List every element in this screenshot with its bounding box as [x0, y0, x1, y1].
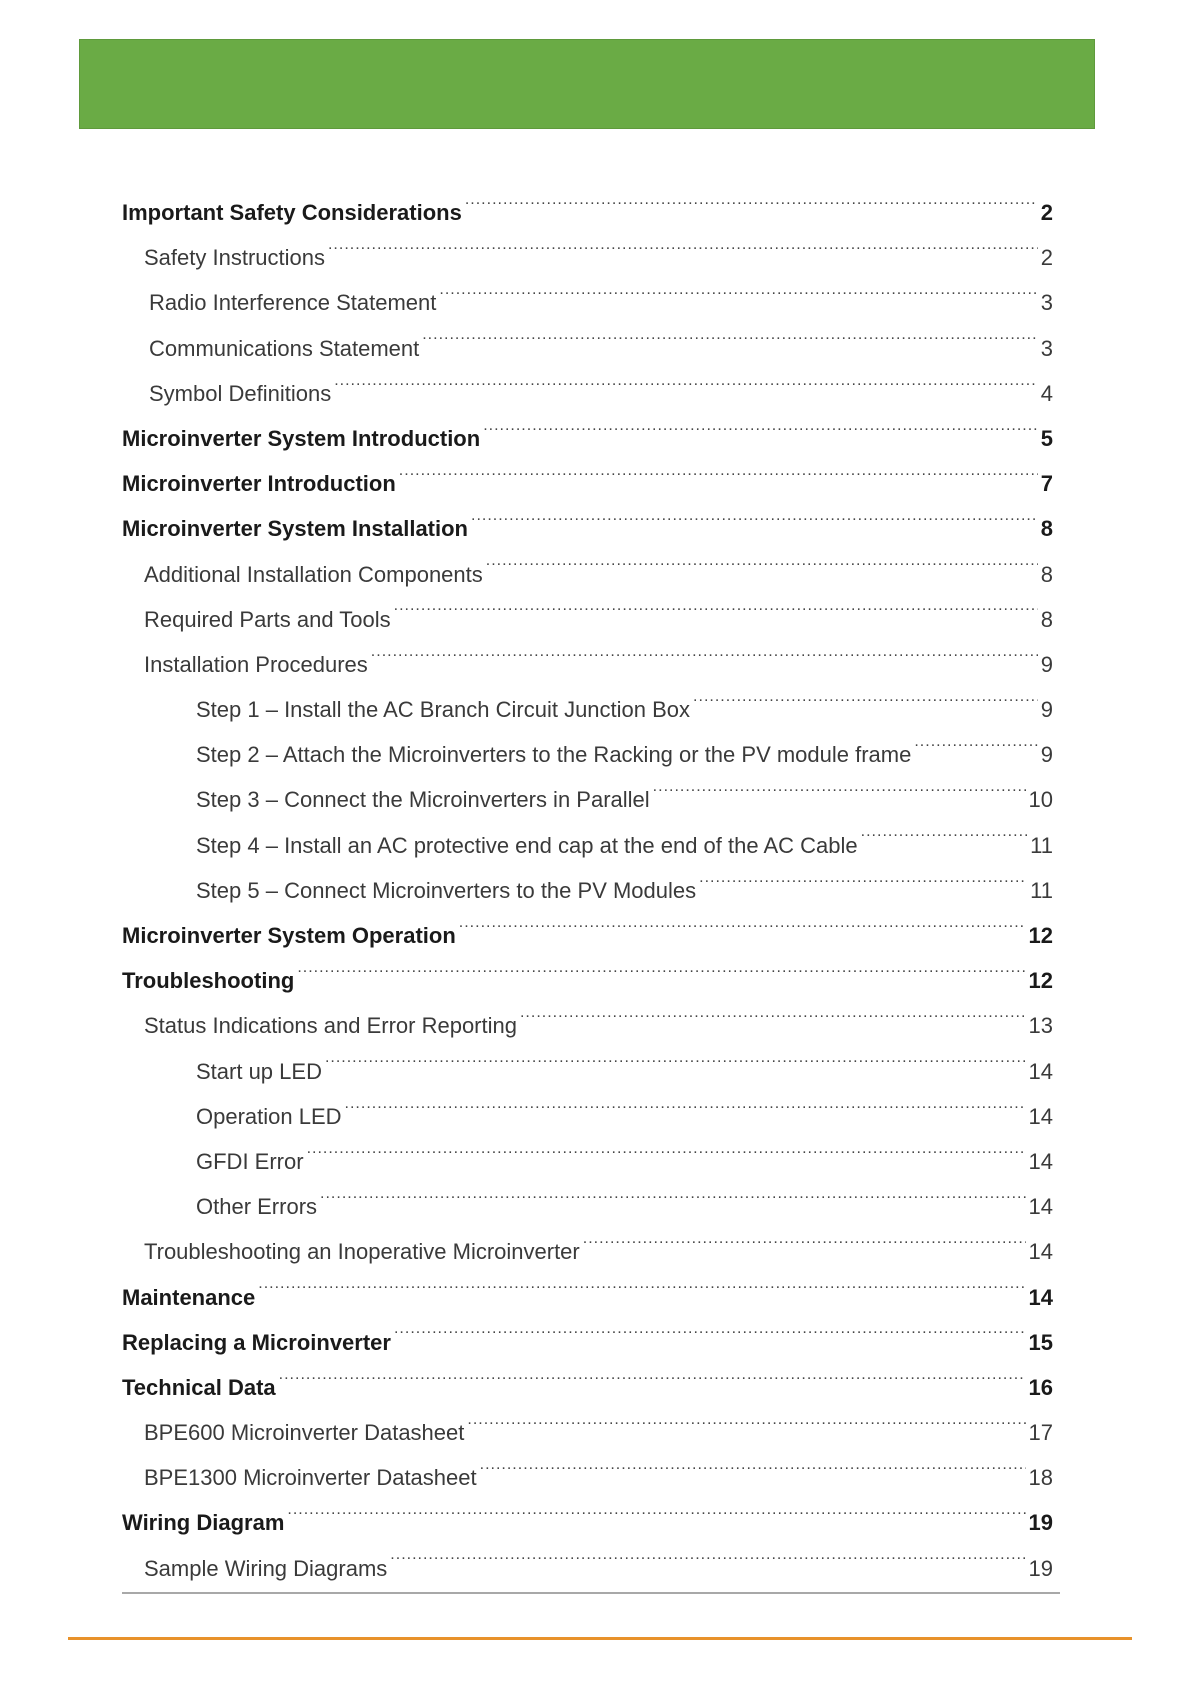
toc-entry[interactable]: [122, 1139, 1053, 1184]
toc-entry-title: Wiring Diagram: [122, 1510, 285, 1536]
toc-dot-leader: [334, 381, 1038, 401]
toc-entry-title: Technical Data: [122, 1374, 276, 1400]
toc-entry-page-number: 9: [1040, 697, 1053, 723]
toc-entry-title: BPE1300 Microinverter Datasheet: [144, 1465, 477, 1491]
toc-entry-page-number: 5: [1040, 425, 1053, 451]
toc-entry-page-number: 8: [1040, 561, 1053, 587]
toc-entry-page-number: 14: [1028, 1058, 1053, 1084]
toc-dot-leader: [583, 1239, 1026, 1259]
toc-dot-leader: [394, 1330, 1026, 1350]
toc-entry-title: Step 4 – Install an AC protective end cap at the end of the AC Cable: [196, 832, 858, 858]
toc-entry-title: Replacing a Microinverter: [122, 1329, 391, 1355]
toc-entry-title: BPE600 Microinverter Datasheet: [144, 1420, 465, 1446]
toc-dot-leader: [328, 245, 1038, 265]
toc-entry-page-number: 17: [1028, 1420, 1053, 1446]
toc-entry[interactable]: [122, 777, 1053, 822]
toc-entry[interactable]: [122, 1275, 1053, 1320]
toc-entry-title: Radio Interference Statement: [149, 290, 437, 316]
toc-entry[interactable]: [122, 1365, 1053, 1410]
toc-entry-title: Step 1 – Install the AC Branch Circuit Junction Box: [196, 697, 691, 723]
toc-entry[interactable]: [122, 823, 1053, 868]
toc-dot-leader: [459, 923, 1026, 943]
toc-entry-title: Troubleshooting: [122, 968, 295, 994]
footer-rule: [68, 1637, 1132, 1640]
toc-dot-leader: [371, 652, 1038, 672]
toc-entry-page-number: 7: [1040, 471, 1053, 497]
toc-entry-page-number: 12: [1028, 968, 1053, 994]
toc-entry-title: Troubleshooting an Inoperative Microinverter: [144, 1239, 580, 1265]
toc-entry[interactable]: [122, 1320, 1053, 1365]
toc-dot-leader: [399, 471, 1038, 491]
toc-dot-leader: [486, 562, 1038, 582]
toc-dot-leader: [699, 878, 1027, 898]
toc-entry[interactable]: [122, 732, 1053, 777]
toc-entry[interactable]: [122, 235, 1053, 280]
toc-dot-leader: [483, 426, 1038, 446]
toc-entry-page-number: 3: [1040, 290, 1053, 316]
toc-entry-title: Status Indications and Error Reporting: [144, 1013, 517, 1039]
toc-entry-page-number: 14: [1028, 1103, 1053, 1129]
toc-dot-leader: [471, 516, 1038, 536]
toc-entry-page-number: 14: [1028, 1148, 1053, 1174]
toc-entry-title: Step 3 – Connect the Microinverters in Parallel: [196, 787, 650, 813]
toc-dot-leader: [287, 1510, 1025, 1530]
toc-entry[interactable]: [122, 687, 1053, 732]
toc-entry[interactable]: [122, 1500, 1053, 1545]
toc-entry-title: GFDI Error: [196, 1148, 304, 1174]
toc-bottom-rule: [122, 1592, 1060, 1594]
toc-dot-leader: [467, 1420, 1025, 1440]
toc-entry[interactable]: [122, 506, 1053, 551]
toc-entry[interactable]: [122, 642, 1053, 687]
toc-dot-leader: [307, 1149, 1026, 1169]
toc-entry[interactable]: [122, 1410, 1053, 1455]
toc-entry-page-number: 14: [1028, 1284, 1053, 1310]
toc-dot-leader: [345, 1104, 1026, 1124]
toc-entry[interactable]: [122, 958, 1053, 1003]
toc-entry-page-number: 11: [1030, 877, 1053, 903]
toc-entry-page-number: 8: [1040, 516, 1053, 542]
toc-entry[interactable]: [122, 868, 1053, 913]
toc-entry-page-number: 8: [1040, 606, 1053, 632]
toc-dot-leader: [320, 1194, 1025, 1214]
toc-entry[interactable]: [122, 371, 1053, 416]
toc-entry-title: Maintenance: [122, 1284, 256, 1310]
toc-dot-leader: [422, 336, 1038, 356]
toc-entry-title: Microinverter System Operation: [122, 923, 456, 948]
toc-entry-title: Other Errors: [196, 1194, 318, 1220]
toc-entry-title: Communications Statement: [149, 335, 420, 361]
toc-entry-title: Step 5 – Connect Microinverters to the PV Modules: [196, 877, 697, 903]
toc-entry-page-number: 18: [1028, 1465, 1053, 1491]
toc-entry-page-number: 15: [1028, 1329, 1053, 1355]
toc-dot-leader: [480, 1465, 1026, 1485]
toc-entry-page-number: 12: [1028, 923, 1053, 948]
toc-entry[interactable]: [122, 190, 1053, 235]
toc-entry-page-number: 14: [1028, 1239, 1053, 1265]
toc-entry[interactable]: [122, 597, 1053, 642]
toc-entry-title: Sample Wiring Diagrams: [144, 1555, 388, 1581]
toc-entry[interactable]: [122, 326, 1053, 371]
toc-dot-leader: [258, 1285, 1025, 1305]
toc-entry-page-number: 10: [1028, 787, 1053, 813]
toc-entry-page-number: 2: [1040, 245, 1053, 271]
toc-entry-title: Installation Procedures: [144, 651, 368, 677]
toc-entry-title: Microinverter System Installation: [122, 516, 468, 542]
toc-dot-leader: [439, 290, 1037, 310]
toc-entry-page-number: 3: [1040, 335, 1053, 361]
toc-dot-leader: [653, 787, 1026, 807]
toc-entry[interactable]: [122, 1003, 1053, 1048]
toc-entry-title: Additional Installation Components: [144, 561, 483, 587]
toc-entry[interactable]: [122, 913, 1053, 958]
toc-entry-page-number: 4: [1040, 380, 1053, 406]
toc-entry[interactable]: [122, 1094, 1053, 1139]
toc-dot-leader: [914, 742, 1037, 762]
toc-entry-title: Symbol Definitions: [149, 380, 332, 406]
toc-dot-leader: [693, 697, 1038, 717]
header-band: [79, 39, 1095, 129]
toc-entry[interactable]: [122, 461, 1053, 506]
toc-entry-page-number: 19: [1028, 1555, 1053, 1581]
toc-dot-leader: [394, 607, 1038, 627]
toc-entry-title: Required Parts and Tools: [144, 606, 391, 632]
toc-entry-title: Step 2 – Attach the Microinverters to the Racking or the PV module frame: [196, 742, 912, 768]
toc-dot-leader: [861, 833, 1028, 853]
toc-entry-page-number: 11: [1030, 832, 1053, 858]
toc-entry-page-number: 9: [1040, 742, 1053, 768]
toc-entry-page-number: 19: [1028, 1510, 1053, 1536]
toc-entry[interactable]: [122, 1229, 1053, 1274]
toc-entry-page-number: 2: [1040, 200, 1053, 225]
toc-entry[interactable]: [122, 416, 1053, 461]
toc-entry-title: Important Safety Considerations: [122, 200, 462, 225]
toc-entry-page-number: 14: [1028, 1194, 1053, 1220]
toc-entry-title: Safety Instructions: [144, 245, 325, 271]
toc-dot-leader: [465, 200, 1038, 220]
toc-entry-title: Start up LED: [196, 1058, 322, 1084]
toc-entry-page-number: 9: [1040, 651, 1053, 677]
toc-dot-leader: [325, 1059, 1026, 1079]
toc-entry[interactable]: [122, 1455, 1053, 1500]
toc-dot-leader: [520, 1013, 1026, 1033]
toc-entry-page-number: 16: [1028, 1374, 1053, 1400]
toc-entry[interactable]: [122, 1184, 1053, 1229]
toc-entry-title: Operation LED: [196, 1103, 342, 1129]
toc-entry[interactable]: [122, 1049, 1053, 1094]
toc-entry[interactable]: [122, 552, 1053, 597]
toc-entry-title: Microinverter System Introduction: [122, 425, 481, 451]
toc-dot-leader: [297, 968, 1025, 988]
toc-entry[interactable]: [122, 1546, 1053, 1591]
toc-entry-page-number: 13: [1028, 1013, 1053, 1039]
toc-entry-title: Microinverter Introduction: [122, 471, 396, 497]
table-of-contents: [122, 190, 1053, 1591]
toc-entry[interactable]: [122, 280, 1053, 325]
toc-dot-leader: [279, 1375, 1026, 1395]
toc-dot-leader: [390, 1556, 1025, 1576]
